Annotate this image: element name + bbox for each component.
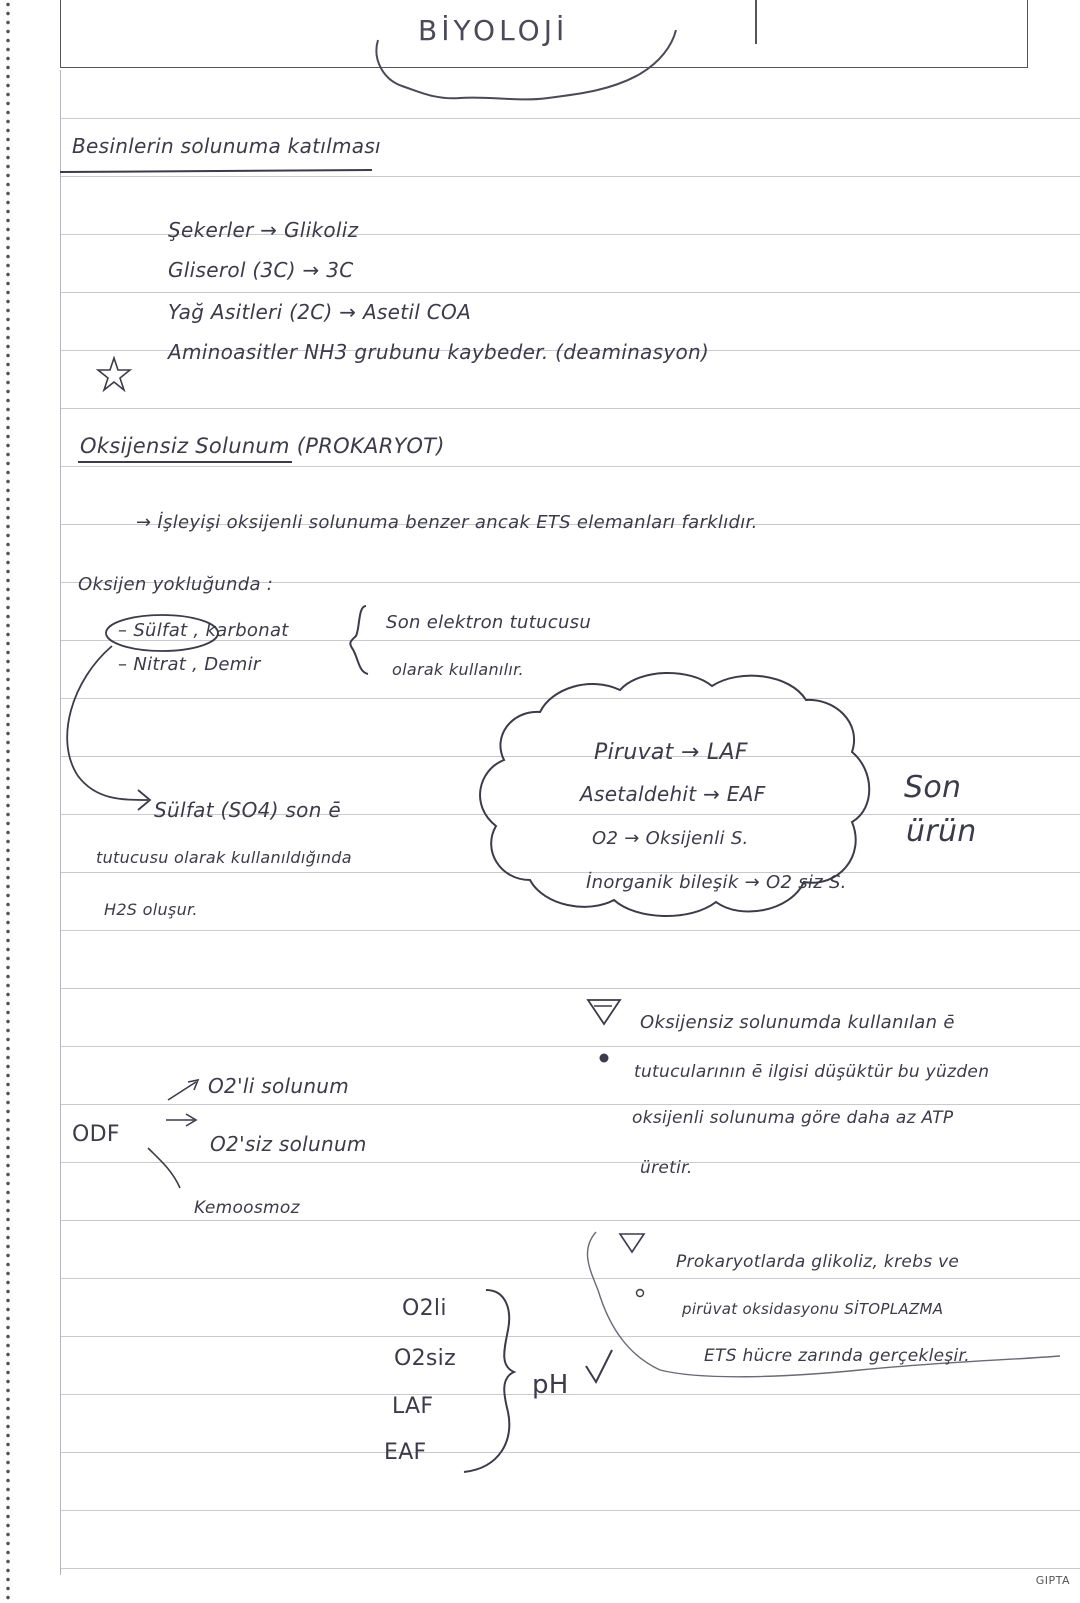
rule-line — [60, 1394, 1080, 1395]
odf-label: ODF — [72, 1122, 120, 1147]
note2-line: pirüvat oksidasyonu SİTOPLAZMA — [682, 1300, 944, 1318]
margin-line — [60, 70, 61, 1575]
header-divider — [755, 0, 757, 44]
note1-line: oksijenli solunuma göre daha az ATP — [632, 1108, 954, 1128]
rule-line — [60, 176, 1080, 177]
rule-line — [60, 466, 1080, 467]
odf-branch: O2'li solunum — [208, 1074, 350, 1098]
acceptors-note: Son elektron tutucusu — [386, 612, 592, 633]
cloud-item: O2 → Oksijenli S. — [592, 828, 749, 849]
sulfate-line: H2S oluşur. — [104, 900, 198, 919]
sulfate-line: tutucusu olarak kullanıldığında — [96, 848, 352, 867]
ph-result: pH — [532, 1370, 569, 1400]
note1-line: üretir. — [640, 1158, 693, 1178]
rule-line — [60, 408, 1080, 409]
rule-line — [60, 756, 1080, 757]
ph-item: O2siz — [394, 1346, 456, 1371]
rule-line — [60, 1452, 1080, 1453]
cloud-side-label: Son — [904, 770, 962, 805]
section2-title: Oksijensiz Solunum (PROKARYOT) — [80, 434, 445, 458]
page-title: BİYOLOJİ — [418, 14, 569, 47]
rule-line — [60, 292, 1080, 293]
section1-line: Gliserol (3C) → 3C — [168, 258, 354, 282]
rule-line — [60, 118, 1080, 119]
rule-line — [60, 988, 1080, 989]
cloud-side-label: ürün — [906, 814, 977, 849]
odf-branch: Kemoosmoz — [194, 1198, 300, 1218]
triangle-icon — [588, 1000, 620, 1024]
acceptors-line: – Nitrat , Demir — [118, 654, 261, 675]
ph-item: LAF — [392, 1394, 434, 1419]
cloud-item: İnorganik bileşik → O2 siz S. — [586, 872, 847, 893]
acceptors-note: olarak kullanılır. — [392, 660, 524, 679]
odf-arrow — [168, 1082, 196, 1100]
ph-item: EAF — [384, 1440, 427, 1465]
rule-line — [60, 930, 1080, 931]
rule-line — [60, 1162, 1080, 1163]
rule-line — [60, 1278, 1080, 1279]
star-icon — [98, 358, 130, 390]
absence-label: Oksijen yokluğunda : — [78, 574, 274, 595]
acceptors-line: – Sülfat , karbonat — [118, 620, 289, 641]
section1-line: Aminoasitler NH3 grubunu kaybeder. (deaminasyon) — [168, 340, 710, 364]
sulfate-line: Sülfat (SO4) son ē — [154, 798, 341, 822]
arrow-head — [186, 1114, 196, 1126]
cloud-item: Asetaldehit → EAF — [580, 782, 766, 806]
rule-line — [60, 1220, 1080, 1221]
section1-line: Yağ Asitleri (2C) → Asetil COA — [168, 300, 472, 324]
section1-line: Şekerler → Glikoliz — [168, 218, 359, 242]
ph-item: O2li — [402, 1296, 447, 1321]
note2-line: ETS hücre zarında gerçekleşir. — [704, 1346, 970, 1366]
section2-intro: → İşleyişi oksijenli solunuma benzer ancak ETS elemanları farklıdır. — [136, 512, 758, 533]
note2-line: Prokaryotlarda glikoliz, krebs ve — [676, 1252, 960, 1272]
bullet-dot-icon — [600, 1054, 609, 1063]
rule-line — [60, 1568, 1080, 1569]
brand-label: GIPTA — [1035, 1574, 1070, 1587]
rule-line — [60, 1510, 1080, 1511]
ph-brace — [464, 1290, 514, 1472]
odf-arrow — [148, 1148, 180, 1188]
arrow-head — [138, 790, 150, 810]
rule-line — [60, 1046, 1080, 1047]
rule-line — [60, 1336, 1080, 1337]
cloud-item: Piruvat → LAF — [594, 740, 748, 765]
note1-line: Oksijensiz solunumda kullanılan ē — [640, 1012, 955, 1033]
section1-title: Besinlerin solunuma katılması — [72, 134, 381, 158]
triangle-icon — [620, 1234, 644, 1252]
rule-line — [60, 1104, 1080, 1105]
rule-line — [60, 698, 1080, 699]
note1-line: tutucularının ē ilgisi düşüktür bu yüzden — [634, 1062, 990, 1082]
title-underline — [60, 170, 372, 172]
rule-line — [60, 872, 1080, 873]
arrow-head — [188, 1080, 198, 1090]
ph-down-arrow — [586, 1350, 612, 1382]
odf-branch: O2'siz solunum — [210, 1132, 367, 1156]
bullet-dot-icon — [637, 1290, 644, 1297]
